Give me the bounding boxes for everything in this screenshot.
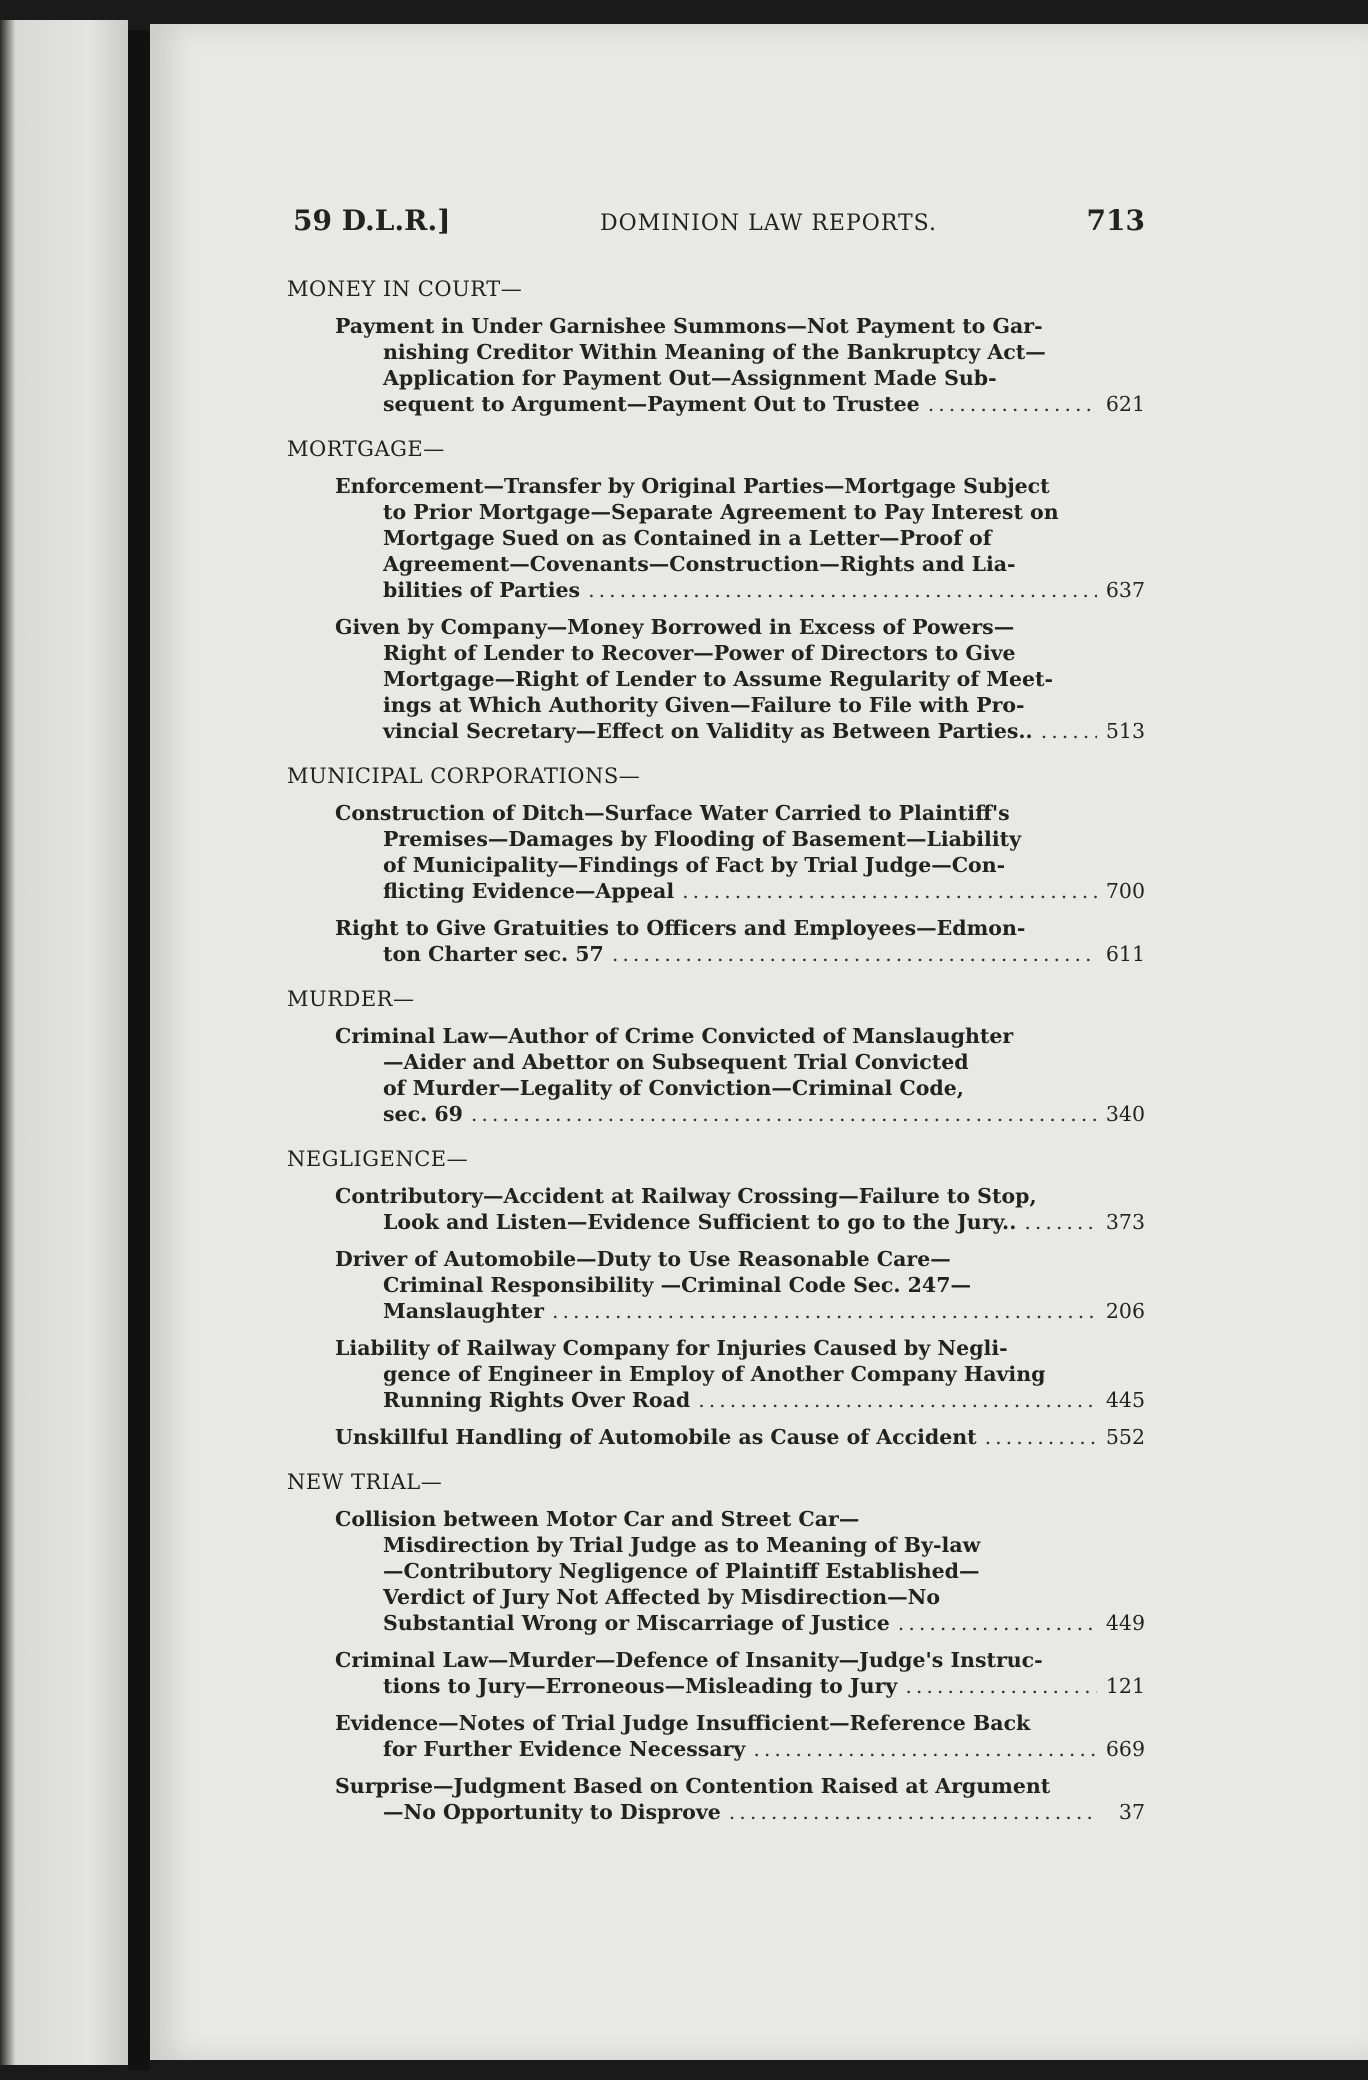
entry-line: Right to Give Gratuities to Officers and Employees—Edmon- <box>335 916 1026 940</box>
entry-page-number: 445 <box>1105 1388 1145 1412</box>
index-entry <box>335 1647 1145 1699</box>
index-entry <box>335 1773 1145 1825</box>
entry-line: Surprise—Judgment Based on Contention Raised at Argument <box>335 1774 1051 1798</box>
index-entry <box>335 614 1145 744</box>
entry-line: ings at Which Authority Given—Failure to File with Pro- <box>383 693 1025 717</box>
dot-leader <box>471 1101 1097 1127</box>
entry-line: Payment in Under Garnishee Summons—Not Payment to Gar- <box>335 314 1043 338</box>
index-entry <box>335 313 1145 417</box>
entry-line: Mortgage—Right of Lender to Assume Regularity of Meet- <box>383 667 1054 691</box>
index-entry <box>335 800 1145 904</box>
entry-line: Right of Lender to Recover—Power of Directors to Give <box>383 641 1016 665</box>
entry-line: tions to Jury—Erroneous—Misleading to Jury <box>383 1674 898 1698</box>
index-entry <box>335 1246 1145 1324</box>
entry-line: —No Opportunity to Disprove <box>383 1800 721 1824</box>
section-heading: MORTGAGE— <box>287 437 445 461</box>
publication-title: DOMINION LAW REPORTS. <box>600 211 937 236</box>
entry-final-line <box>335 1101 1145 1127</box>
entry-line: Criminal Responsibility —Criminal Code Sec. 247— <box>383 1273 971 1297</box>
entry-line: nishing Creditor Within Meaning of the Bankruptcy Act— <box>383 340 1046 364</box>
index-sections <box>285 277 1145 1825</box>
entry-final-line <box>335 577 1145 603</box>
entry-final-line <box>335 1387 1145 1413</box>
index-entry <box>335 1183 1145 1235</box>
entry-page-number: 611 <box>1105 942 1145 966</box>
entry-line: ton Charter sec. 57 <box>383 942 604 966</box>
index-entry <box>335 1023 1145 1127</box>
index-entry <box>335 915 1145 967</box>
entry-line: Collision between Motor Car and Street Car— <box>335 1507 860 1531</box>
entry-line: vincial Secretary—Effect on Validity as Between Parties.. <box>383 719 1033 743</box>
section-heading: MONEY IN COURT— <box>287 277 523 301</box>
entry-line: Premises—Damages by Flooding of Basement—Liability <box>383 827 1022 851</box>
entry-line: sec. 69 <box>383 1102 463 1126</box>
entry-line: Enforcement—Transfer by Original Parties—Mortgage Subject <box>335 474 1050 498</box>
entry-final-line <box>335 1209 1145 1235</box>
index-entry <box>335 473 1145 603</box>
index-section <box>285 437 1145 744</box>
entry-page-number: 669 <box>1105 1737 1145 1761</box>
entry-line: sequent to Argument—Payment Out to Trustee <box>383 392 920 416</box>
entry-line: Construction of Ditch—Surface Water Carried to Plaintiff's <box>335 801 1010 825</box>
dot-leader <box>698 1387 1097 1413</box>
dot-leader <box>552 1298 1097 1324</box>
entry-line: Evidence—Notes of Trial Judge Insufficient—Reference Back <box>335 1711 1031 1735</box>
entry-line: Look and Listen—Evidence Sufficient to go to the Jury.. <box>383 1210 1017 1234</box>
section-heading: MUNICIPAL CORPORATIONS— <box>287 764 641 788</box>
entry-final-line <box>335 1736 1145 1762</box>
entry-line: Agreement—Covenants—Construction—Rights and Lia- <box>383 552 1016 576</box>
book-page <box>150 24 1368 2060</box>
entry-line: Criminal Law—Murder—Defence of Insanity—Judge's Instruc- <box>335 1648 1043 1672</box>
entry-final-line <box>335 391 1145 417</box>
entry-line: of Municipality—Findings of Fact by Trial Judge—Con- <box>383 853 1006 877</box>
entry-line: Manslaughter <box>383 1299 544 1323</box>
dot-leader <box>588 577 1097 603</box>
entry-final-line <box>335 718 1145 744</box>
dot-leader <box>1041 718 1097 744</box>
entry-final-line <box>335 1799 1145 1825</box>
index-entry <box>335 1506 1145 1636</box>
entry-line: Misdirection by Trial Judge as to Meaning of By-law <box>383 1533 981 1557</box>
entry-page-number: 373 <box>1105 1210 1145 1234</box>
index-entry <box>335 1710 1145 1762</box>
entry-page-number: 552 <box>1105 1425 1145 1449</box>
entry-final-line <box>335 878 1145 904</box>
entry-line: Application for Payment Out—Assignment Made Sub- <box>383 366 997 390</box>
entry-page-number: 513 <box>1105 719 1145 743</box>
index-section <box>285 987 1145 1127</box>
index-section <box>285 764 1145 967</box>
entry-line: Running Rights Over Road <box>383 1388 691 1412</box>
entry-page-number: 637 <box>1105 578 1145 602</box>
entry-line: of Murder—Legality of Conviction—Criminal Code, <box>383 1076 964 1100</box>
entry-line: Criminal Law—Author of Crime Convicted of Manslaughter <box>335 1024 1014 1048</box>
entry-page-number: 206 <box>1105 1299 1145 1323</box>
dot-leader <box>985 1424 1097 1450</box>
dot-leader <box>729 1799 1097 1825</box>
entry-final-line <box>335 1424 1145 1450</box>
entry-line: Mortgage Sued on as Contained in a Letter—Proof of <box>383 526 992 550</box>
index-entry <box>335 1424 1145 1450</box>
book-spine <box>128 30 150 2070</box>
entry-line: Liability of Railway Company for Injuries Caused by Negli- <box>335 1336 1008 1360</box>
section-heading: MURDER— <box>287 987 415 1011</box>
dot-leader <box>753 1736 1097 1762</box>
page-number: 713 <box>1086 204 1145 237</box>
dot-leader <box>1024 1209 1097 1235</box>
entry-line: Driver of Automobile—Duty to Use Reasonable Care— <box>335 1247 951 1271</box>
dot-leader <box>612 941 1097 967</box>
dot-leader <box>682 878 1097 904</box>
entry-page-number: 700 <box>1105 879 1145 903</box>
section-heading: NEGLIGENCE— <box>287 1147 469 1171</box>
index-entry <box>335 1335 1145 1413</box>
entry-page-number: 340 <box>1105 1102 1145 1126</box>
entry-line: —Aider and Abettor on Subsequent Trial Convicted <box>383 1050 969 1074</box>
entry-line: bilities of Parties <box>383 578 581 602</box>
entry-page-number: 121 <box>1105 1674 1145 1698</box>
entry-line: —Contributory Negligence of Plaintiff Established— <box>383 1559 980 1583</box>
index-section <box>285 1147 1145 1450</box>
running-head <box>293 204 1145 237</box>
entry-final-line <box>335 941 1145 967</box>
entry-final-line <box>335 1298 1145 1324</box>
entry-line: gence of Engineer in Employ of Another Company Having <box>383 1362 1046 1386</box>
entry-page-number: 449 <box>1105 1611 1145 1635</box>
entry-line: Unskillful Handling of Automobile as Cause of Accident <box>335 1425 977 1449</box>
page-content <box>285 204 1145 1845</box>
entry-line: Given by Company—Money Borrowed in Excess of Powers— <box>335 615 1015 639</box>
dot-leader <box>905 1673 1097 1699</box>
entry-page-number: 37 <box>1118 1800 1145 1824</box>
entry-final-line <box>335 1673 1145 1699</box>
entry-line: to Prior Mortgage—Separate Agreement to Pay Interest on <box>383 500 1059 524</box>
volume-reference: 59 D.L.R.] <box>293 204 451 237</box>
facing-page-edge <box>0 20 128 2065</box>
entry-line: Verdict of Jury Not Affected by Misdirection—No <box>383 1585 941 1609</box>
dot-leader <box>928 391 1097 417</box>
entry-final-line <box>335 1610 1145 1636</box>
section-heading: NEW TRIAL— <box>287 1470 443 1494</box>
entry-line: flicting Evidence—Appeal <box>383 879 675 903</box>
dot-leader <box>898 1610 1097 1636</box>
index-section <box>285 1470 1145 1825</box>
entry-line: Contributory—Accident at Railway Crossing—Failure to Stop, <box>335 1184 1037 1208</box>
entry-page-number: 621 <box>1105 392 1145 416</box>
entry-line: for Further Evidence Necessary <box>383 1737 746 1761</box>
index-section <box>285 277 1145 417</box>
entry-line: Substantial Wrong or Miscarriage of Justice <box>383 1611 890 1635</box>
